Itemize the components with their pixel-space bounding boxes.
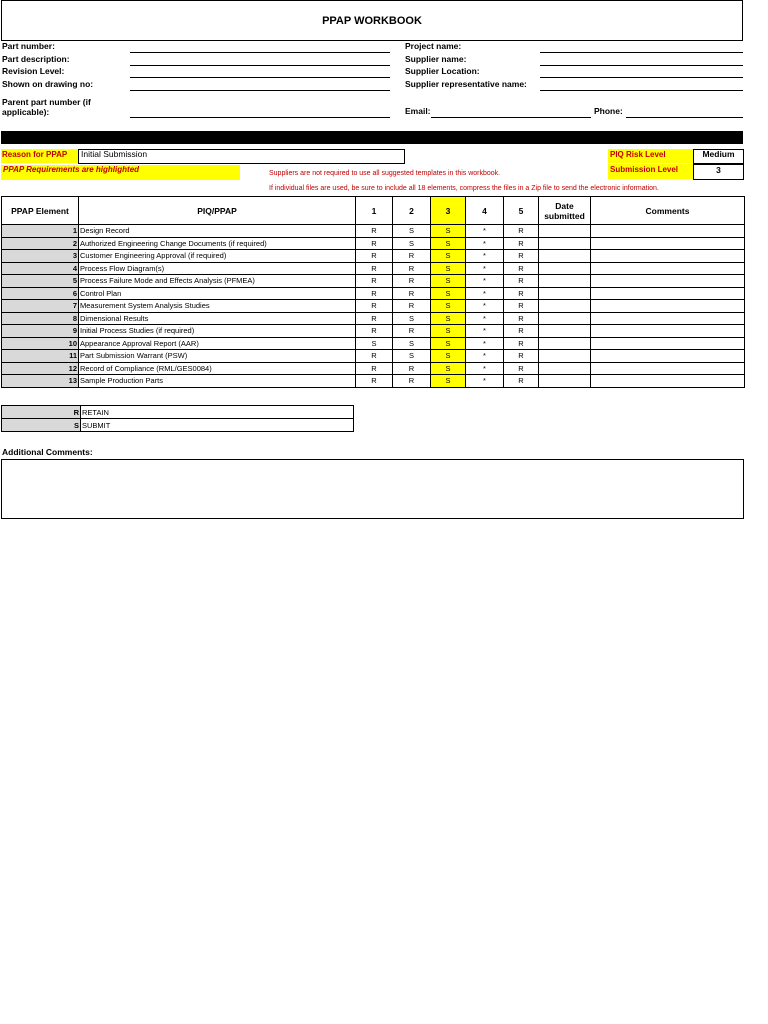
date-submitted-cell[interactable] xyxy=(539,275,591,288)
level-1-cell: R xyxy=(356,300,393,313)
ppap-elements-table xyxy=(1,196,745,388)
level-1-cell: R xyxy=(356,262,393,275)
date-submitted-cell[interactable] xyxy=(539,262,591,275)
element-number: 7 xyxy=(2,300,79,313)
element-number: 10 xyxy=(2,337,79,350)
date-submitted-cell[interactable] xyxy=(539,250,591,263)
col-level-1: 1 xyxy=(356,197,393,225)
section-divider-bar xyxy=(1,131,743,144)
comments-cell[interactable] xyxy=(591,262,745,275)
supplier-name-label: Supplier name: xyxy=(405,54,467,64)
level-1-cell: R xyxy=(356,362,393,375)
legend-text: SUBMIT xyxy=(81,419,354,432)
element-number: 3 xyxy=(2,250,79,263)
level-3-cell: S xyxy=(431,325,466,338)
table-row xyxy=(2,350,745,363)
date-submitted-cell[interactable] xyxy=(539,225,591,238)
level-1-cell: R xyxy=(356,275,393,288)
supplier-rep-field[interactable] xyxy=(540,90,743,91)
level-5-cell: R xyxy=(504,350,539,363)
element-description: Control Plan xyxy=(79,287,356,300)
level-4-cell: * xyxy=(466,350,504,363)
legend-row xyxy=(2,419,354,432)
comments-cell[interactable] xyxy=(591,237,745,250)
additional-comments-box[interactable] xyxy=(1,459,744,519)
project-name-label: Project name: xyxy=(405,41,462,51)
table-row xyxy=(2,312,745,325)
comments-cell[interactable] xyxy=(591,312,745,325)
level-5-cell: R xyxy=(504,250,539,263)
supplier-location-label: Supplier Location: xyxy=(405,66,480,76)
level-5-cell: R xyxy=(504,375,539,388)
element-description: Appearance Approval Report (AAR) xyxy=(79,337,356,350)
table-row xyxy=(2,237,745,250)
level-4-cell: * xyxy=(466,337,504,350)
level-1-cell: R xyxy=(356,375,393,388)
level-2-cell: R xyxy=(393,275,431,288)
level-3-cell: S xyxy=(431,337,466,350)
table-row xyxy=(2,300,745,313)
date-submitted-cell[interactable] xyxy=(539,237,591,250)
legend-row xyxy=(2,406,354,419)
level-1-cell: R xyxy=(356,225,393,238)
level-2-cell: R xyxy=(393,325,431,338)
level-4-cell: * xyxy=(466,250,504,263)
element-number: 2 xyxy=(2,237,79,250)
project-name-field[interactable] xyxy=(540,52,743,53)
table-row xyxy=(2,325,745,338)
level-4-cell: * xyxy=(466,362,504,375)
level-2-cell: S xyxy=(393,237,431,250)
reason-for-ppap-value[interactable]: Initial Submission xyxy=(78,149,405,164)
level-3-cell: S xyxy=(431,287,466,300)
level-2-cell: S xyxy=(393,337,431,350)
element-description: Process Failure Mode and Effects Analysis (PFMEA) xyxy=(79,275,356,288)
level-3-cell: S xyxy=(431,312,466,325)
element-number: 6 xyxy=(2,287,79,300)
comments-cell[interactable] xyxy=(591,250,745,263)
element-number: 4 xyxy=(2,262,79,275)
level-2-cell: S xyxy=(393,312,431,325)
table-row xyxy=(2,287,745,300)
phone-field[interactable] xyxy=(626,117,743,118)
col-level-5: 5 xyxy=(504,197,539,225)
level-1-cell: R xyxy=(356,287,393,300)
comments-cell[interactable] xyxy=(591,350,745,363)
level-5-cell: R xyxy=(504,225,539,238)
table-row xyxy=(2,250,745,263)
level-3-cell: S xyxy=(431,225,466,238)
date-submitted-cell[interactable] xyxy=(539,312,591,325)
comments-cell[interactable] xyxy=(591,337,745,350)
level-1-cell: R xyxy=(356,325,393,338)
level-5-cell: R xyxy=(504,312,539,325)
part-number-field[interactable] xyxy=(130,52,390,53)
shown-on-drawing-field[interactable] xyxy=(130,90,390,91)
legend-table xyxy=(1,405,354,432)
level-2-cell: R xyxy=(393,375,431,388)
supplier-name-field[interactable] xyxy=(540,65,743,66)
table-header-row xyxy=(2,197,745,225)
supplier-location-field[interactable] xyxy=(540,77,743,78)
date-submitted-cell[interactable] xyxy=(539,287,591,300)
element-number: 5 xyxy=(2,275,79,288)
individual-files-note: If individual files are used, be sure to include all 18 elements, compress the files in a Zip file to send the electronic information. xyxy=(269,185,659,192)
level-5-cell: R xyxy=(504,262,539,275)
date-submitted-cell[interactable] xyxy=(539,337,591,350)
level-2-cell: R xyxy=(393,262,431,275)
comments-cell[interactable] xyxy=(591,225,745,238)
col-piq-ppap: PIQ/PPAP xyxy=(79,197,356,225)
element-description: Part Submission Warrant (PSW) xyxy=(79,350,356,363)
piq-risk-level-value[interactable]: Medium xyxy=(693,149,744,164)
element-description: Measurement System Analysis Studies xyxy=(79,300,356,313)
level-3-cell: S xyxy=(431,262,466,275)
part-description-label: Part description: xyxy=(2,54,70,64)
table-row xyxy=(2,337,745,350)
date-submitted-cell[interactable] xyxy=(539,375,591,388)
level-3-cell: S xyxy=(431,300,466,313)
parent-part-label-line1: Parent part number (if xyxy=(2,97,91,107)
parent-part-label-line2: applicable): xyxy=(2,107,50,117)
col-ppap-element: PPAP Element xyxy=(2,197,79,225)
table-row xyxy=(2,262,745,275)
comments-cell[interactable] xyxy=(591,275,745,288)
level-4-cell: * xyxy=(466,287,504,300)
table-row xyxy=(2,362,745,375)
comments-cell[interactable] xyxy=(591,325,745,338)
reason-for-ppap-label: Reason for PPAP xyxy=(1,149,78,163)
level-1-cell: R xyxy=(356,237,393,250)
level-4-cell: * xyxy=(466,262,504,275)
shown-on-drawing-label: Shown on drawing no: xyxy=(2,79,94,89)
date-submitted-cell[interactable] xyxy=(539,325,591,338)
phone-label: Phone: xyxy=(594,106,623,116)
element-description: Initial Process Studies (if required) xyxy=(79,325,356,338)
level-4-cell: * xyxy=(466,312,504,325)
level-3-cell: S xyxy=(431,237,466,250)
level-5-cell: R xyxy=(504,337,539,350)
comments-cell[interactable] xyxy=(591,362,745,375)
level-4-cell: * xyxy=(466,275,504,288)
comments-cell[interactable] xyxy=(591,300,745,313)
submission-level-value[interactable]: 3 xyxy=(693,164,744,180)
element-number: 13 xyxy=(2,375,79,388)
element-number: 12 xyxy=(2,362,79,375)
part-number-label: Part number: xyxy=(2,41,55,51)
element-description: Customer Engineering Approval (if required) xyxy=(79,250,356,263)
element-number: 8 xyxy=(2,312,79,325)
col-date-submitted: Date submitted xyxy=(539,197,591,225)
level-1-cell: R xyxy=(356,250,393,263)
level-3-cell: S xyxy=(431,362,466,375)
level-2-cell: R xyxy=(393,250,431,263)
level-4-cell: * xyxy=(466,237,504,250)
level-4-cell: * xyxy=(466,300,504,313)
level-2-cell: S xyxy=(393,225,431,238)
element-description: Dimensional Results xyxy=(79,312,356,325)
legend-code: S xyxy=(2,419,81,432)
legend-code: R xyxy=(2,406,81,419)
email-field[interactable] xyxy=(431,117,591,118)
element-description: Design Record xyxy=(79,225,356,238)
workbook-title: PPAP WORKBOOK xyxy=(1,0,743,41)
revision-level-field[interactable] xyxy=(130,77,390,78)
level-2-cell: R xyxy=(393,300,431,313)
level-2-cell: R xyxy=(393,362,431,375)
level-5-cell: R xyxy=(504,237,539,250)
col-level-4: 4 xyxy=(466,197,504,225)
level-1-cell: R xyxy=(356,350,393,363)
submission-level-label: Submission Level xyxy=(608,164,693,179)
element-number: 11 xyxy=(2,350,79,363)
email-label: Email: xyxy=(405,106,431,116)
level-1-cell: S xyxy=(356,337,393,350)
piq-risk-level-label: PIQ Risk Level xyxy=(608,149,693,163)
element-description: Record of Compliance (RML/GES0084) xyxy=(79,362,356,375)
level-5-cell: R xyxy=(504,362,539,375)
level-4-cell: * xyxy=(466,225,504,238)
level-3-cell: S xyxy=(431,275,466,288)
templates-note: Suppliers are not required to use all suggested templates in this workbook. xyxy=(269,170,501,177)
level-5-cell: R xyxy=(504,300,539,313)
comments-cell[interactable] xyxy=(591,287,745,300)
date-submitted-cell[interactable] xyxy=(539,300,591,313)
parent-part-field[interactable] xyxy=(130,117,390,118)
table-row xyxy=(2,225,745,238)
col-comments: Comments xyxy=(591,197,745,225)
part-description-field[interactable] xyxy=(130,65,390,66)
level-5-cell: R xyxy=(504,325,539,338)
additional-comments-label: Additional Comments: xyxy=(2,447,93,457)
level-5-cell: R xyxy=(504,287,539,300)
col-level-2: 2 xyxy=(393,197,431,225)
level-1-cell: R xyxy=(356,312,393,325)
table-row xyxy=(2,375,745,388)
comments-cell[interactable] xyxy=(591,375,745,388)
date-submitted-cell[interactable] xyxy=(539,362,591,375)
date-submitted-cell[interactable] xyxy=(539,350,591,363)
revision-level-label: Revision Level: xyxy=(2,66,65,76)
requirements-highlighted-note: PPAP Requirements are highlighted xyxy=(1,165,240,180)
element-description: Sample Production Parts xyxy=(79,375,356,388)
level-5-cell: R xyxy=(504,275,539,288)
element-number: 9 xyxy=(2,325,79,338)
level-2-cell: S xyxy=(393,350,431,363)
table-row xyxy=(2,275,745,288)
level-3-cell: S xyxy=(431,375,466,388)
level-4-cell: * xyxy=(466,325,504,338)
supplier-rep-label: Supplier representative name: xyxy=(405,79,527,89)
level-3-cell: S xyxy=(431,350,466,363)
col-level-3: 3 xyxy=(431,197,466,225)
element-number: 1 xyxy=(2,225,79,238)
element-description: Process Flow Diagram(s) xyxy=(79,262,356,275)
legend-text: RETAIN xyxy=(81,406,354,419)
level-3-cell: S xyxy=(431,250,466,263)
element-description: Authorized Engineering Change Documents (if required) xyxy=(79,237,356,250)
level-2-cell: R xyxy=(393,287,431,300)
level-4-cell: * xyxy=(466,375,504,388)
